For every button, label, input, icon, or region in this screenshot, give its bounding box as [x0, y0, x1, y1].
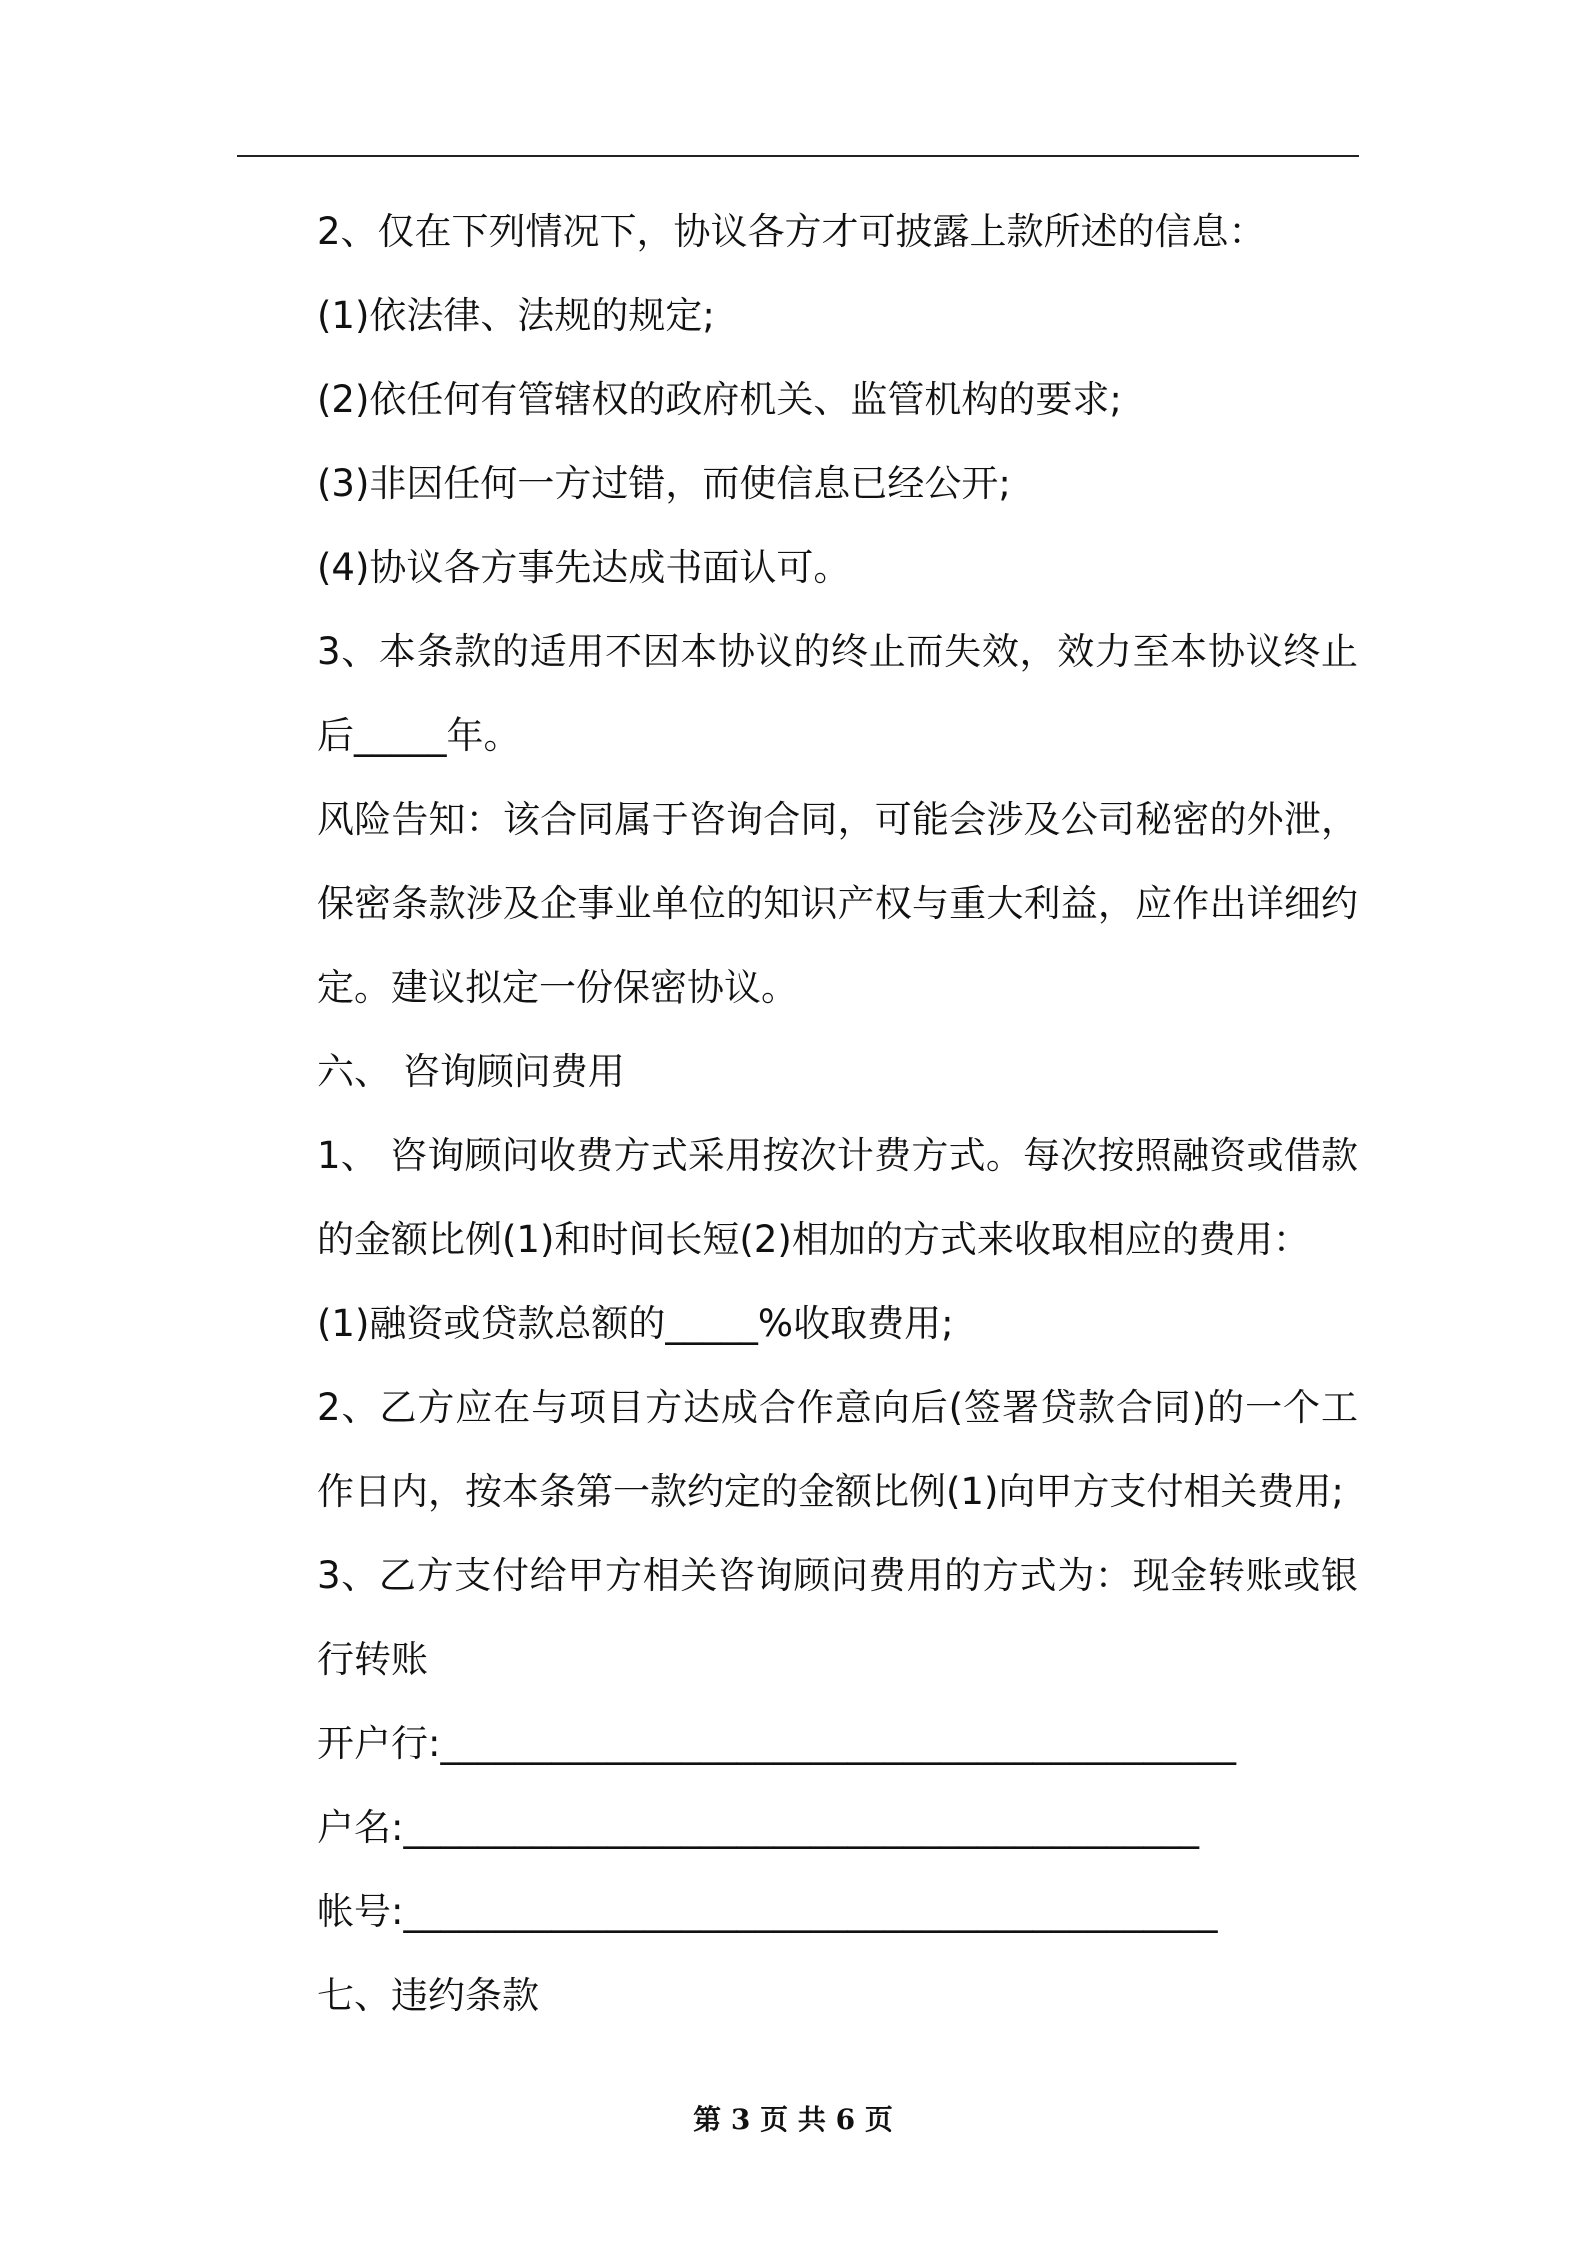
- disclosure-item-3: (3)非因任何一方过错，而使信息已经公开;: [317, 462, 1011, 505]
- page-footer: [0, 2098, 1586, 2138]
- bank-name-line: 开户行:___________________________________________: [317, 1722, 1236, 1765]
- fee-item-1: (1)融资或贷款总额的_____%收取费用;: [317, 1302, 954, 1345]
- page-number: 第 3 页 共 6 页: [693, 2103, 893, 2136]
- account-name-line: 户名:___________________________________________: [317, 1806, 1199, 1849]
- document-body: [242, 190, 1358, 2038]
- section-7-heading: 七、违约条款: [317, 1974, 539, 2017]
- clause-2-disclosure: 2、仅在下列情况下，协议各方才可披露上款所述的信息：: [317, 210, 1266, 253]
- fee-clause-2: 2、乙方应在与项目方达成合作意向后(签署贷款合同)的一个工作日内，按本条第一款约定的金额比例(1)向甲方支付相关费用;: [317, 1386, 1358, 1513]
- header-rule: [237, 155, 1359, 157]
- disclosure-item-4: (4)协议各方事先达成书面认可。: [317, 546, 851, 589]
- risk-notice: 风险告知：该合同属于咨询合同，可能会涉及公司秘密的外泄，保密条款涉及企事业单位的知识产权与重大利益，应作出详细约定。建议拟定一份保密协议。: [317, 798, 1358, 1009]
- clause-3-validity: 3、本条款的适用不因本协议的终止而失效，效力至本协议终止后_____年。: [317, 630, 1358, 757]
- section-6-heading: 六、 咨询顾问费用: [317, 1050, 625, 1093]
- disclosure-item-1: (1)依法律、法规的规定;: [317, 294, 715, 337]
- disclosure-item-2: (2)依任何有管辖权的政府机关、监管机构的要求;: [317, 378, 1122, 421]
- fee-clause-3: 3、乙方支付给甲方相关咨询顾问费用的方式为：现金转账或银行转账: [317, 1554, 1358, 1681]
- fee-clause-1: 1、 咨询顾问收费方式采用按次计费方式。每次按照融资或借款的金额比例(1)和时间长短(2)相加的方式来收取相应的费用：: [317, 1134, 1358, 1261]
- account-number-line: 帐号:____________________________________________: [317, 1890, 1218, 1933]
